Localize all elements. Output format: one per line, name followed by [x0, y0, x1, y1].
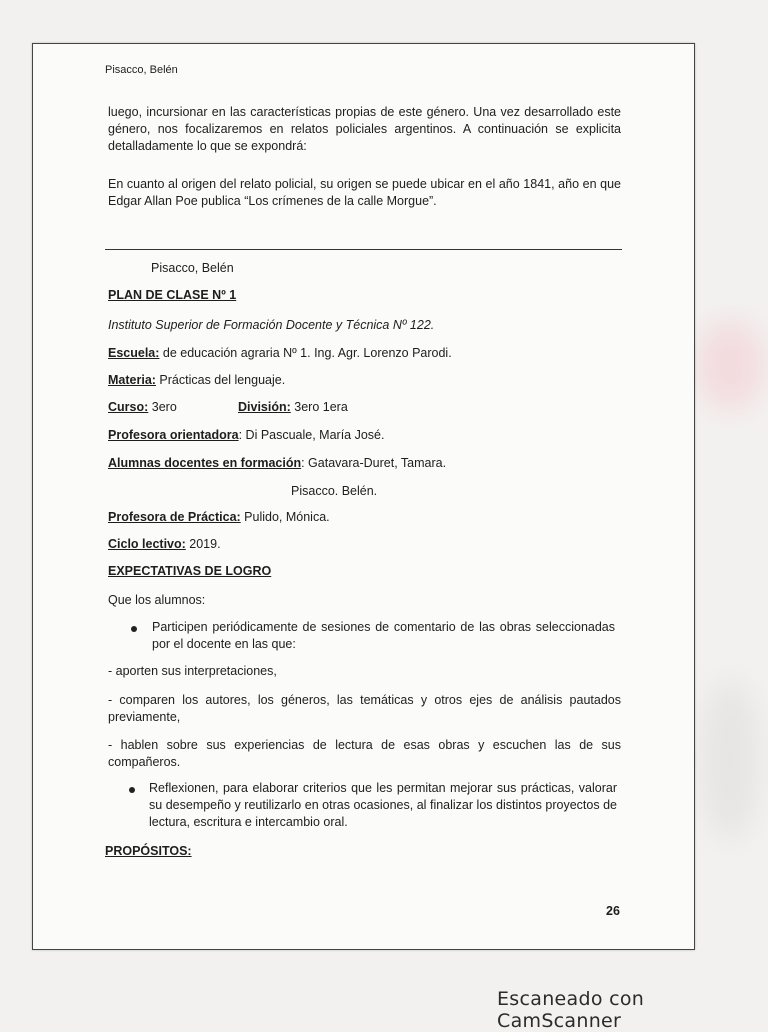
- alumnas-value-2: Pisacco. Belén.: [291, 484, 378, 498]
- camscanner-watermark: Escaneado con CamScanner: [497, 988, 645, 1032]
- intro-paragraph-1: luego, incursionar en las características propias de este género. Una vez desarrollado este género, nos focalizaremos en relatos policiales argentinos. A continuación se explicita detalladamente lo que se expondrá:: [108, 105, 621, 153]
- materia-value: Prácticas del lenguaje.: [155, 373, 286, 387]
- escuela-label: Escuela:: [108, 346, 160, 360]
- ciclo-label: Ciclo lectivo:: [108, 537, 186, 551]
- document-page: [32, 43, 695, 950]
- orientadora-line: [108, 427, 385, 444]
- bullet-dot: [129, 787, 135, 793]
- bullet-item-2: Reflexionen, para elaborar criterios que les permitan mejorar sus prácticas, valorar su desempeño y reutilizarlo en otras ocasiones, al finalizar los distintos proyectos de lectura, escritura e intercambio oral.: [149, 781, 617, 829]
- propositos-heading: PROPÓSITOS:: [105, 844, 192, 858]
- division-line: [238, 399, 348, 416]
- division-label: División:: [238, 400, 291, 414]
- curso-line: [108, 399, 177, 416]
- intro-paragraph-2: En cuanto al origen del relato policial, su origen se puede ubicar en el año 1841, año en que Edgar Allan Poe publica “Los crímenes de la calle Morgue”.: [108, 177, 621, 208]
- alumnas-value: : Gatavara-Duret, Tamara.: [301, 456, 447, 470]
- page-header-author: Pisacco, Belén: [105, 64, 178, 76]
- materia-line: [108, 372, 285, 389]
- expectativas-intro: Que los alumnos:: [108, 593, 206, 607]
- scan-blemish: [700, 680, 760, 840]
- scan-blemish: [695, 320, 765, 410]
- division-value: 3ero 1era: [290, 400, 348, 414]
- page-number: 26: [606, 904, 620, 918]
- escuela-value: de educación agraria Nº 1. Ing. Agr. Lorenzo Parodi.: [159, 346, 452, 360]
- alumnas-label: Alumnas docentes en formación: [108, 456, 302, 470]
- materia-label: Materia:: [108, 373, 156, 387]
- plan-author: Pisacco, Belén: [151, 261, 234, 275]
- plan-title: PLAN DE CLASE Nº 1: [108, 288, 237, 302]
- practica-line: [108, 509, 330, 526]
- section-divider: [105, 249, 622, 250]
- dash-item-3: - hablen sobre sus experiencias de lectura de esas obras y escuchen las de sus compañeros.: [108, 738, 621, 769]
- ciclo-line: [108, 536, 221, 553]
- dash-item-2: - comparen los autores, los géneros, las temáticas y otros ejes de análisis pautados previamente,: [108, 693, 621, 724]
- practica-value: Pulido, Mónica.: [240, 510, 330, 524]
- orientadora-label: Profesora orientadora: [108, 428, 239, 442]
- orientadora-value: : Di Pascuale, María José.: [238, 428, 385, 442]
- practica-label: Profesora de Práctica:: [108, 510, 241, 524]
- alumnas-line: [108, 455, 446, 472]
- escuela-line: [108, 345, 452, 362]
- curso-label: Curso:: [108, 400, 149, 414]
- dash-item-1: - aporten sus interpretaciones,: [108, 664, 277, 678]
- institute-name: Instituto Superior de Formación Docente y Técnica Nº 122.: [108, 318, 435, 332]
- bullet-dot: [131, 626, 137, 632]
- bullet-item-1: Participen periódicamente de sesiones de comentario de las obras seleccionadas por el docente en las que:: [152, 620, 615, 651]
- ciclo-value: 2019.: [185, 537, 221, 551]
- curso-value: 3ero: [148, 400, 177, 414]
- expectativas-heading: EXPECTATIVAS DE LOGRO: [108, 564, 272, 578]
